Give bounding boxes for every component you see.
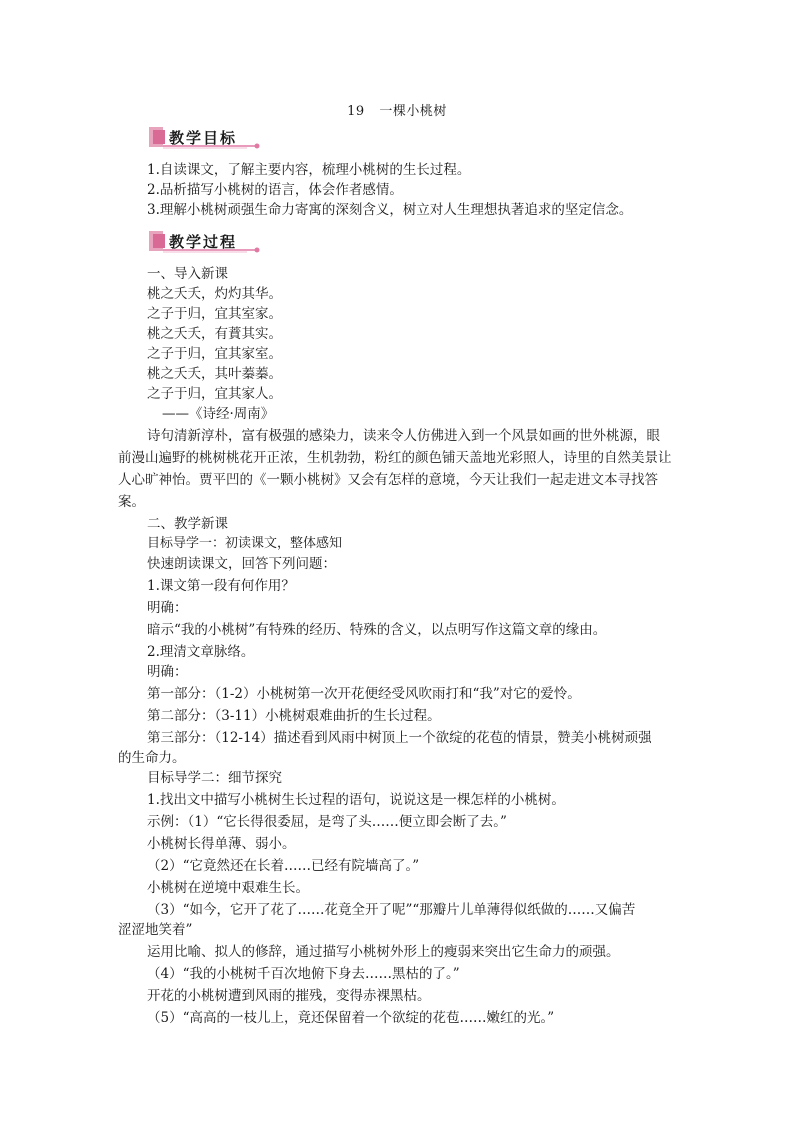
section-label-process: 教学过程 [169, 233, 238, 251]
goal-item: 1.自读课文，了解主要内容，梳理小桃树的生长过程。 [147, 162, 471, 178]
poem-line: 之子于归，宜其室家。 [147, 306, 282, 322]
lesson-title-text: 一棵小桃树 [379, 104, 447, 119]
heading-new-lesson: 二、教学新课 [147, 516, 228, 532]
paragraph-line: （2）“它竟然还在长着……已经有院墙高了。” [147, 858, 420, 874]
paragraph-line: 暗示“我的小桃树”有特殊的经历、特殊的含义，以点明写作这篇文章的缘由。 [147, 622, 607, 638]
poem-line: 桃之夭夭，灼灼其华。 [147, 286, 282, 302]
answer-label: 明确： [147, 600, 188, 616]
paragraph-line: 的生命力。 [118, 750, 186, 766]
paragraph-line: （5）“高高的一枝儿上，竟还保留着一个欲绽的花苞……嫩红的光。” [147, 1010, 555, 1026]
question-line: 1.找出文中描写小桃树生长过程的语句，说说这是一棵怎样的小桃树。 [147, 792, 565, 808]
objective-heading: 目标导学一：初读课文，整体感知 [147, 536, 343, 551]
paragraph-line: 案。 [118, 494, 145, 510]
paragraph-line: 第一部分：（1-2）小桃树第一次开花便经受风吹雨打和“我”对它的爱怜。 [147, 686, 581, 702]
paragraph-line: 小桃树长得单薄、弱小。 [147, 836, 296, 852]
paragraph-line: 涩涩地笑着” [118, 922, 193, 938]
paragraph-line: 第二部分：（3-11）小桃树艰难曲折的生长过程。 [147, 708, 441, 724]
paragraph-line: （4）“我的小桃树千百次地俯下身去……黑枯的了。” [147, 966, 460, 982]
section-banner-process [147, 228, 265, 254]
poem-source: ——《诗经·周南》 [162, 406, 275, 422]
paragraph-line: 快速朗读课文，回答下列问题： [147, 556, 336, 572]
heading-intro: 一、导入新课 [147, 266, 228, 282]
question-line: 2.理清文章脉络。 [147, 644, 255, 660]
paragraph-line: （3）“如今，它开了花了……花竟全开了呢”“那瓣片儿单薄得似纸做的……又偏苦 [147, 902, 636, 918]
poem-line: 之子于归，宜其家室。 [147, 346, 282, 362]
poem-line: 桃之夭夭，有蕡其实。 [147, 326, 282, 342]
paragraph-line: 人心旷神怡。贾平凹的《一颗小桃树》又会有怎样的意境，今天让我们一起走进文本寻找答 [118, 472, 658, 488]
lesson-title [0, 100, 794, 119]
section-label-goals: 教学目标 [169, 129, 238, 147]
paragraph-line: 前漫山遍野的桃树桃花开正浓，生机勃勃，粉红的颜色铺天盖地光彩照人，诗里的自然美景让 [118, 450, 672, 466]
objective-heading: 目标导学二：细节探究 [147, 770, 282, 786]
answer-label: 明确： [147, 664, 188, 680]
paragraph-line: 小桃树在逆境中艰难生长。 [147, 880, 309, 896]
paragraph-line: 运用比喻、拟人的修辞，通过描写小桃树外形上的瘦弱来突出它生命力的顽强。 [147, 944, 620, 960]
lesson-number: 19 [347, 104, 365, 119]
paragraph-line: 第三部分：（12-14）描述看到风雨中树顶上一个欲绽的花苞的情景，赞美小桃树顽强 [147, 730, 652, 746]
goal-item: 2.品析描写小桃树的语言，体会作者感情。 [147, 182, 403, 198]
question-line: 1.课文第一段有何作用？ [147, 578, 295, 594]
paragraph-line: 开花的小桃树遭到风雨的摧残，变得赤裸黑枯。 [147, 988, 431, 1004]
paragraph-line: 诗句清新淳朴，富有极强的感染力，读来令人仿佛进入到一个风景如画的世外桃源，眼 [147, 428, 660, 444]
section-banner-goals [147, 124, 265, 150]
poem-line: 之子于归，宜其家人。 [147, 386, 282, 402]
goal-item: 3.理解小桃树顽强生命力寄寓的深刻含义，树立对人生理想执著追求的坚定信念。 [147, 202, 633, 218]
paragraph-line: 示例：（1）“它长得很委屈，是弯了头……便立即会断了去。” [147, 814, 507, 830]
poem-line: 桃之夭夭，其叶蓁蓁。 [147, 366, 282, 382]
